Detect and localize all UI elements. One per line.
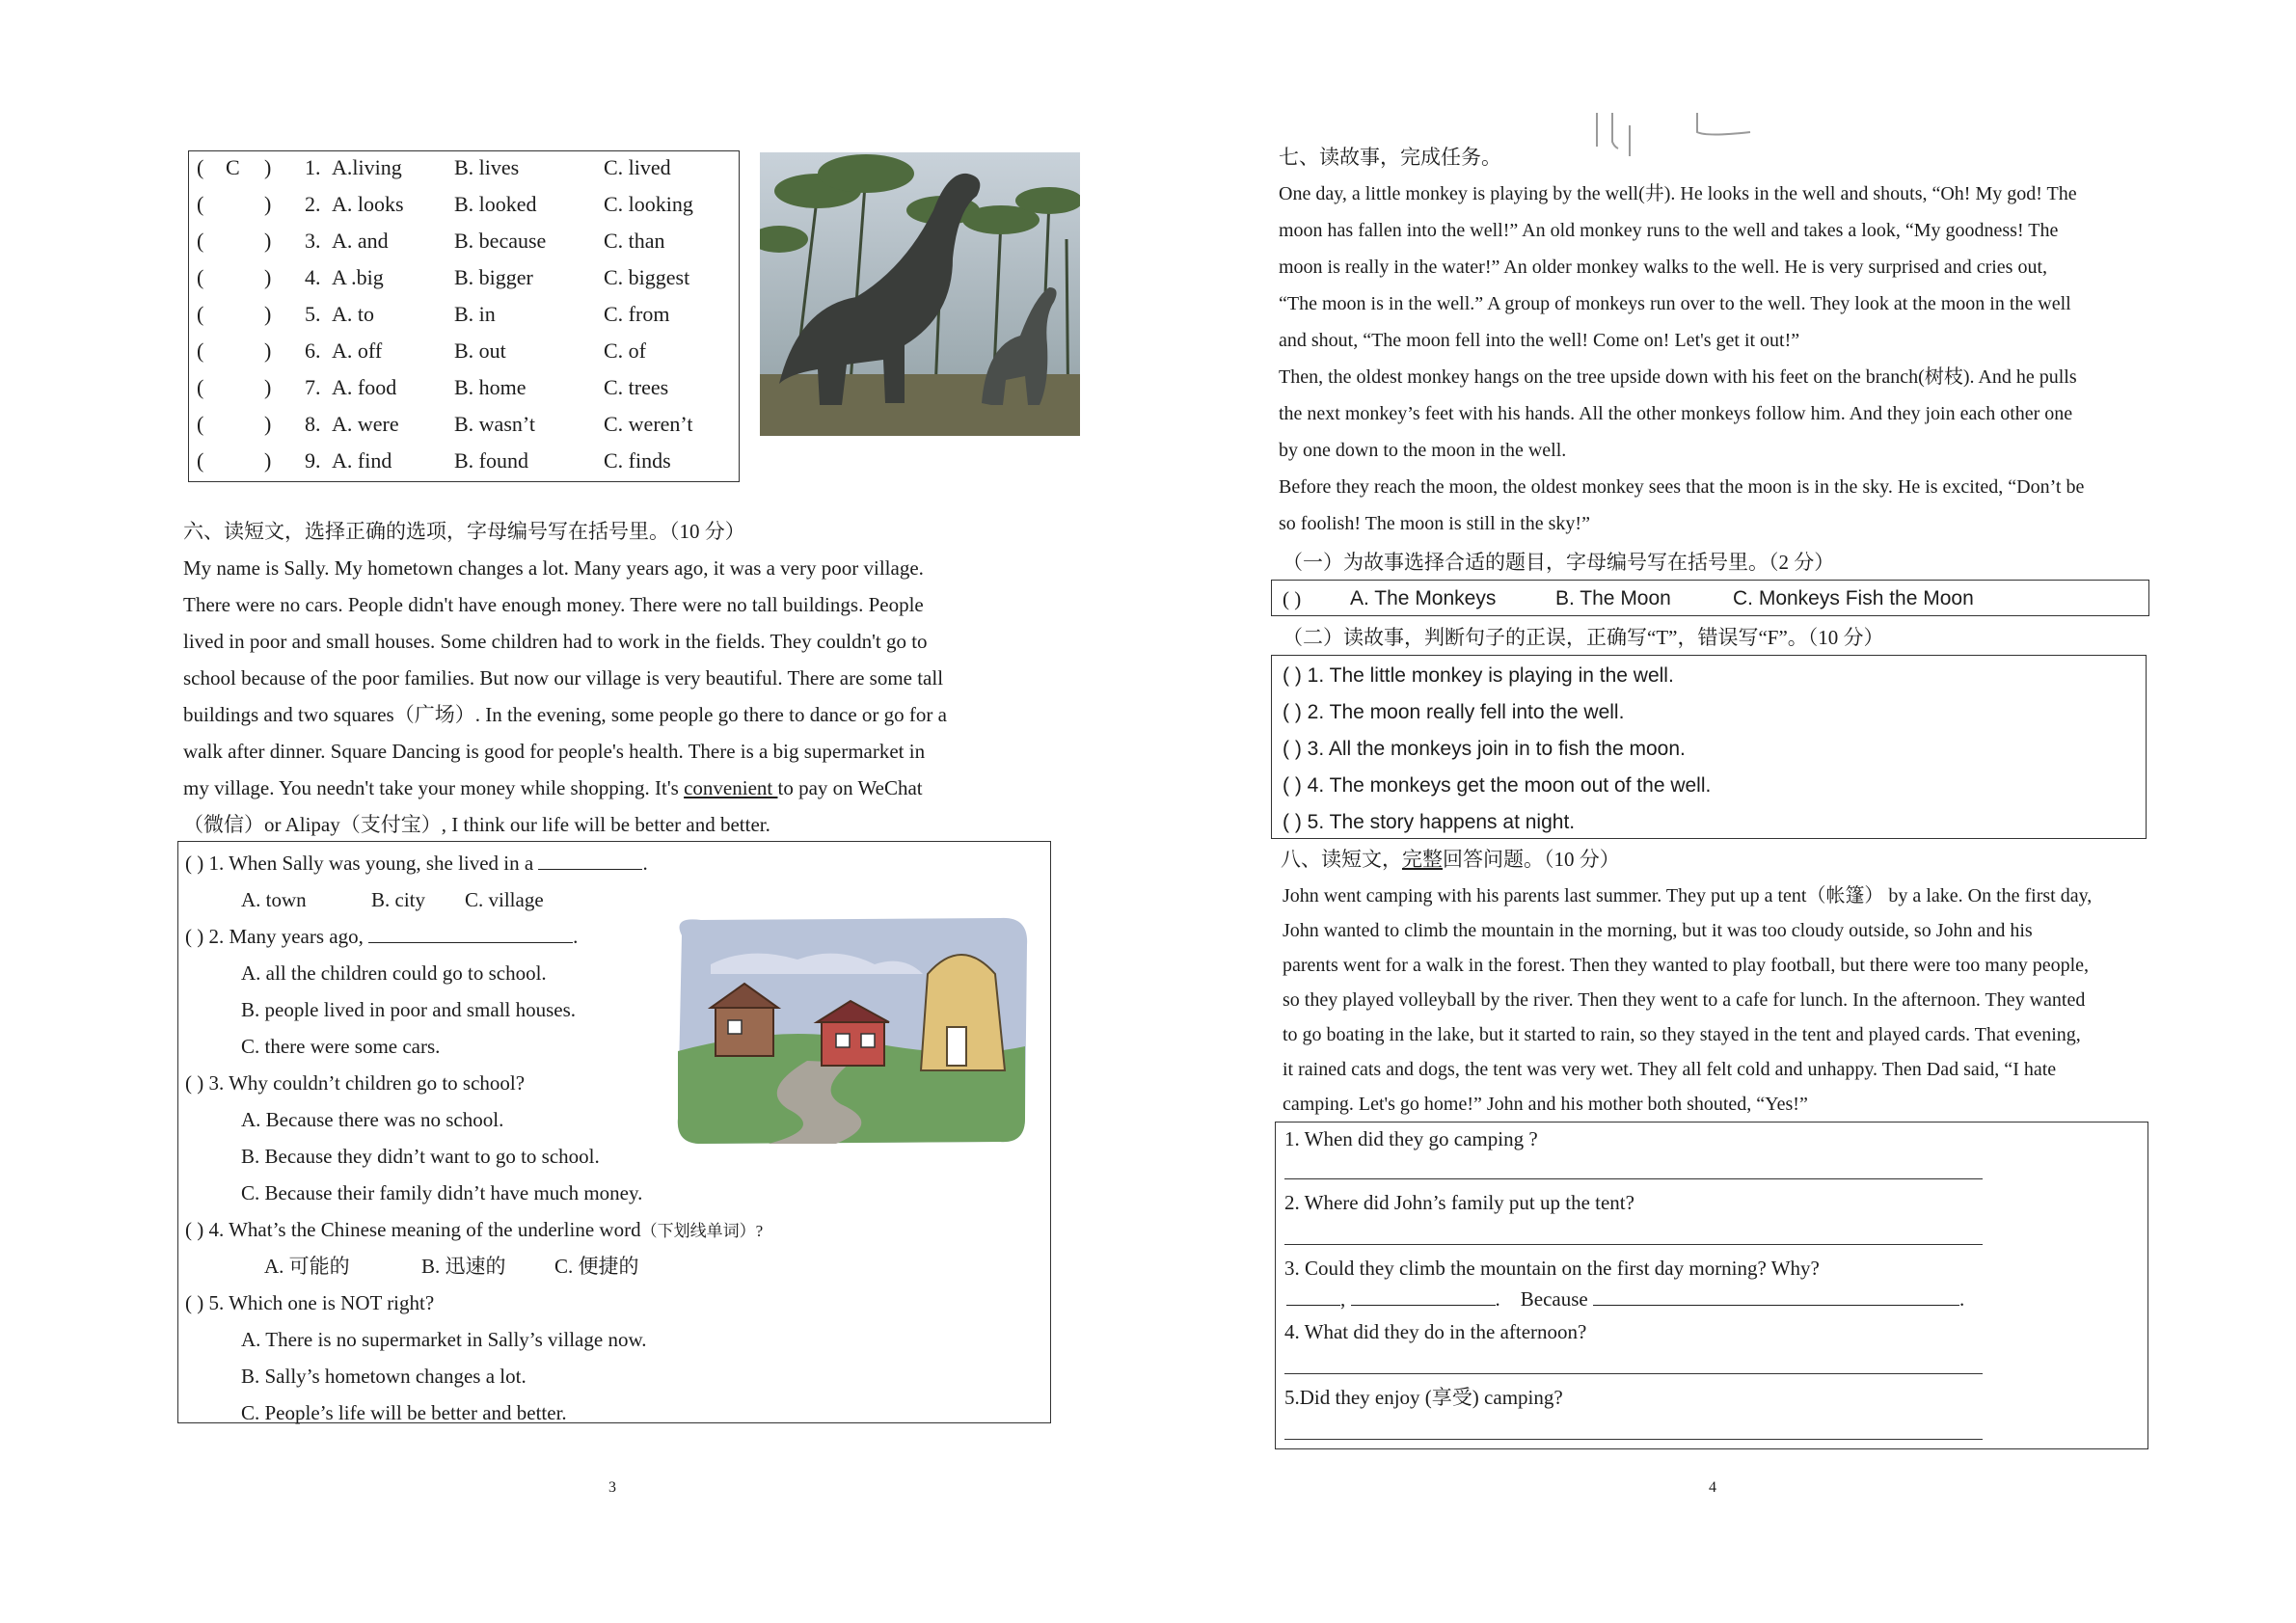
mc-row-6-a: A. off — [332, 338, 383, 363]
mc-row-8-b: B. wasn’t — [454, 412, 535, 436]
answer-blank-because[interactable] — [1593, 1287, 1959, 1306]
story7-line-1: One day, a little monkey is playing by the well(井). He looks in the well and shouts, “Oh! My god! The — [1279, 183, 2077, 204]
question-3: ( ) 3. Why couldn’t children go to school? — [185, 1071, 526, 1095]
mc-row-9-c: C. finds — [604, 448, 671, 473]
q2-option-b: B. people lived in poor and small houses. — [241, 998, 577, 1021]
question8-3: 3. Could they climb the mountain on the first day morning? Why? — [1284, 1257, 1820, 1280]
mc-row-1-c: C. lived — [604, 155, 671, 179]
mc-row-9-paren-open: ( — [197, 448, 204, 473]
passage8-line-4: so they played volleyball by the river. Then they went to a cafe for lunch. In the afternoon. They wanted — [1283, 989, 2086, 1011]
mc-row-5-c: C. from — [604, 302, 670, 326]
mc-row-4-paren-open: ( — [197, 265, 204, 289]
answer-line-5[interactable] — [1284, 1439, 1983, 1440]
dinosaur-picture — [760, 152, 1080, 436]
section7-heading: 七、读故事，完成任务。 — [1279, 146, 1501, 169]
question-4-note: （下划线单词）? — [640, 1222, 764, 1240]
mc-row-2-c: C. looking — [604, 192, 693, 216]
q4-option-c: C. 便捷的 — [554, 1255, 639, 1278]
story7-line-4: “The moon is in the well.” A group of monkeys run over to the well. They look at the moon in the well — [1279, 293, 2071, 314]
mc-row-8-a: A. were — [332, 412, 399, 436]
tf-item-1[interactable]: ( ) 1. The little monkey is playing in the well. — [1283, 664, 1674, 687]
mc-row-6-paren-close: ) — [264, 338, 272, 363]
mc-row-4-c: C. biggest — [604, 265, 690, 289]
tf-item-3[interactable]: ( ) 3. All the monkeys join in to fish the moon. — [1283, 738, 1686, 760]
section8-heading-underlined: 完整 — [1402, 848, 1443, 871]
answer-blank[interactable] — [368, 925, 573, 943]
section8-heading — [1281, 847, 1620, 872]
answer-line-2[interactable] — [1284, 1244, 1983, 1245]
passage6-line-4: school because of the poor families. But now our village is very beautiful. There are some tall — [183, 666, 944, 690]
passage8-line-2: John wanted to climb the mountain in the morning, but it was too cloudy outside, so John and his — [1283, 920, 2033, 941]
story7-line-8: by one down to the moon in the well. — [1279, 440, 1567, 461]
story7-line-9: Before they reach the moon, the oldest monkey sees that the moon is in the sky. He is excited, “Don’t be — [1279, 476, 2085, 498]
mc-row-1-answer[interactable]: C — [226, 155, 240, 179]
answer-blank-medium[interactable] — [1351, 1287, 1496, 1306]
village-houses-picture — [672, 916, 1029, 1146]
mc-row-6-paren-open: ( — [197, 338, 204, 363]
q5-option-c: C. People’s life will be better and better. — [241, 1401, 567, 1424]
page-number-4: 4 — [1709, 1479, 1716, 1496]
mc-row-5-b: B. in — [454, 302, 496, 326]
mc-row-9-paren-close: ) — [264, 448, 272, 473]
mc-row-1-paren-close: ) — [264, 155, 272, 179]
mc-row-5-num: 5. — [305, 302, 321, 326]
mc-row-6-c: C. of — [604, 338, 646, 363]
mc-row-3-paren-close: ) — [264, 229, 272, 253]
question8-2: 2. Where did John’s family put up the tent? — [1284, 1191, 1634, 1214]
story7-line-10: so foolish! The moon is still in the sky!” — [1279, 513, 1590, 534]
passage6-line-2: There were no cars. People didn't have enough money. There were no tall buildings. People — [183, 593, 924, 616]
passage8-line-3: parents went for a walk in the forest. Then they wanted to play football, but there were too many people, — [1283, 955, 2090, 976]
question-2: ( ) 2. Many years ago, . — [185, 925, 579, 948]
q3-option-c: C. Because their family didn’t have much money. — [241, 1181, 643, 1204]
passage6-line-7-post: to pay on WeChat — [777, 776, 923, 799]
story7-line-2: moon has fallen into the well!” An old monkey runs to the well and takes a look, “My goodness! The — [1279, 220, 2059, 241]
task1-answer-paren[interactable]: ( ) — [1283, 587, 1302, 610]
mc-row-7-a: A. food — [332, 375, 397, 399]
question-4 — [185, 1217, 763, 1244]
passage6-line-7-pre: my village. You needn't take your money while shopping. It's — [183, 776, 685, 799]
question8-1: 1. When did they go camping ? — [1284, 1127, 1538, 1150]
mc-row-1-b: B. lives — [454, 155, 520, 179]
task1-option-c: C. Monkeys Fish the Moon — [1733, 587, 1974, 609]
story7-line-6: Then, the oldest monkey hangs on the tree upside down with his feet on the branch(树枝). And he pulls — [1279, 366, 2077, 388]
mc-row-4-paren-close: ) — [264, 265, 272, 289]
task1-option-b: B. The Moon — [1555, 587, 1671, 609]
mc-row-3-c: C. than — [604, 229, 665, 253]
mc-row-7-paren-open: ( — [197, 375, 204, 399]
q1-option-c: C. village — [465, 888, 544, 911]
mc-row-9-b: B. found — [454, 448, 528, 473]
section8-heading-post: 回答问题。（10 分） — [1443, 848, 1620, 871]
mc-row-2-num: 2. — [305, 192, 321, 216]
q2-option-a: A. all the children could go to school. — [241, 961, 547, 985]
mc-row-5-paren-open: ( — [197, 302, 204, 326]
passage8-line-6: it rained cats and dogs, the tent was very wet. They all felt cold and unhappy. Then Dad said, “I hate — [1283, 1059, 2057, 1080]
passage6-line-3: lived in poor and small houses. Some children had to work in the fields. They couldn't go to — [183, 630, 928, 653]
underlined-word-convenient: convenient — [684, 776, 778, 799]
because-label: Because — [1520, 1287, 1588, 1311]
q2-option-c: C. there were some cars. — [241, 1035, 441, 1058]
mc-row-2-paren-open: ( — [197, 192, 204, 216]
q3-option-a: A. Because there was no school. — [241, 1108, 504, 1131]
q4-option-b: B. 迅速的 — [421, 1255, 506, 1278]
answer-blank[interactable] — [538, 852, 642, 870]
passage6-line-6: walk after dinner. Square Dancing is good for people's health. There is a big supermarket in — [183, 740, 926, 763]
mc-row-3-a: A. and — [332, 229, 389, 253]
mc-row-4-b: B. bigger — [454, 265, 533, 289]
question-1: ( ) 1. When Sally was young, she lived in a . — [185, 852, 648, 875]
mc-row-3-num: 3. — [305, 229, 321, 253]
q1-option-a: A. town — [241, 888, 307, 911]
question8-5: 5.Did they enjoy (享受) camping? — [1284, 1386, 1563, 1409]
mc-row-1-num: 1. — [305, 155, 321, 179]
mc-answer-table — [188, 150, 740, 482]
q5-option-b: B. Sally’s hometown changes a lot. — [241, 1365, 527, 1388]
mc-row-1-paren-open: ( — [197, 155, 204, 179]
mc-row-7-paren-close: ) — [264, 375, 272, 399]
answer-line-1[interactable] — [1284, 1178, 1983, 1179]
mc-row-7-c: C. trees — [604, 375, 669, 399]
question-1-text: ( ) 1. When Sally was young, she lived in a — [185, 852, 534, 875]
q3-option-b: B. Because they didn’t want to go to school. — [241, 1145, 600, 1168]
q4-option-a: A. 可能的 — [264, 1255, 350, 1278]
q1-option-b: B. city — [371, 888, 425, 911]
section6-heading: 六、读短文，选择正确的选项，字母编号写在括号里。（10 分） — [183, 520, 745, 543]
mc-row-8-paren-open: ( — [197, 412, 204, 436]
question-5: ( ) 5. Which one is NOT right? — [185, 1291, 435, 1314]
tf-item-2[interactable]: ( ) 2. The moon really fell into the well. — [1283, 701, 1625, 723]
section8-heading-pre: 八、读短文， — [1281, 848, 1402, 871]
task1-heading: （一）为故事选择合适的题目，字母编号写在括号里。（2 分） — [1283, 551, 1835, 574]
passage6-line-1: My name is Sally. My hometown changes a lot. Many years ago, it was a very poor village. — [183, 556, 924, 580]
task2-heading: （二）读故事，判断句子的正误，正确写“T”，错误写“F”。（10 分） — [1283, 626, 1884, 649]
task1-option-a: A. The Monkeys — [1350, 587, 1497, 609]
pen-scribble — [1591, 108, 1784, 156]
mc-row-8-num: 8. — [305, 412, 321, 436]
mc-row-3-paren-open: ( — [197, 229, 204, 253]
passage8-line-1: John went camping with his parents last summer. They put up a tent（帐篷） by a lake. On the first day, — [1283, 885, 2093, 906]
passage8-line-5: to go boating in the lake, but it started to rain, so they stayed in the tent and played cards. That evening, — [1283, 1024, 2081, 1045]
mc-row-1-a: A.living — [332, 155, 402, 179]
story7-line-3: moon is really in the water!” An older monkey walks to the well. He is very surprised and cries out, — [1279, 257, 2048, 278]
story7-line-7: the next monkey’s feet with his hands. All the other monkeys follow him. And they join each other one — [1279, 403, 2073, 424]
mc-row-7-b: B. home — [454, 375, 527, 399]
mc-row-4-num: 4. — [305, 265, 321, 289]
tf-item-5[interactable]: ( ) 5. The story happens at night. — [1283, 811, 1576, 833]
page-number-3: 3 — [608, 1479, 616, 1496]
question8-4: 4. What did they do in the afternoon? — [1284, 1320, 1587, 1343]
story7-line-5: and shout, “The moon fell into the well! Come on! Let's get it out!” — [1279, 330, 1800, 351]
mc-row-8-c: C. weren’t — [604, 412, 693, 436]
q5-option-a: A. There is no supermarket in Sally’s village now. — [241, 1328, 647, 1351]
mc-row-5-paren-close: ) — [264, 302, 272, 326]
mc-row-9-a: A. find — [332, 448, 392, 473]
mc-row-6-num: 6. — [305, 338, 321, 363]
passage6-line-5: buildings and two squares（广场）. In the evening, some people go there to dance or go for a — [183, 703, 947, 726]
mc-row-2-b: B. looked — [454, 192, 537, 216]
question-4-text: ( ) 4. What’s the Chinese meaning of the underline word — [185, 1218, 641, 1241]
mc-row-8-paren-close: ) — [264, 412, 272, 436]
answer-blank-short[interactable] — [1286, 1287, 1340, 1306]
passage8-line-7: camping. Let's go home!” John and his mother both shouted, “Yes!” — [1283, 1094, 1808, 1115]
passage6-line-7 — [183, 775, 923, 800]
mc-row-5-a: A. to — [332, 302, 374, 326]
mc-row-9-num: 9. — [305, 448, 321, 473]
question-2-text: ( ) 2. Many years ago, — [185, 925, 364, 948]
mc-row-7-num: 7. — [305, 375, 321, 399]
mc-row-2-paren-close: ) — [264, 192, 272, 216]
question8-3-answer-row: , . Because . — [1286, 1286, 1964, 1312]
mc-row-2-a: A. looks — [332, 192, 404, 216]
mc-row-6-b: B. out — [454, 338, 506, 363]
answer-line-4[interactable] — [1284, 1373, 1983, 1374]
passage6-line-8: （微信）or Alipay（支付宝）, I think our life will be better and better. — [183, 813, 770, 836]
mc-row-4-a: A .big — [332, 265, 384, 289]
tf-item-4[interactable]: ( ) 4. The monkeys get the moon out of the well. — [1283, 774, 1712, 797]
mc-row-3-b: B. because — [454, 229, 547, 253]
